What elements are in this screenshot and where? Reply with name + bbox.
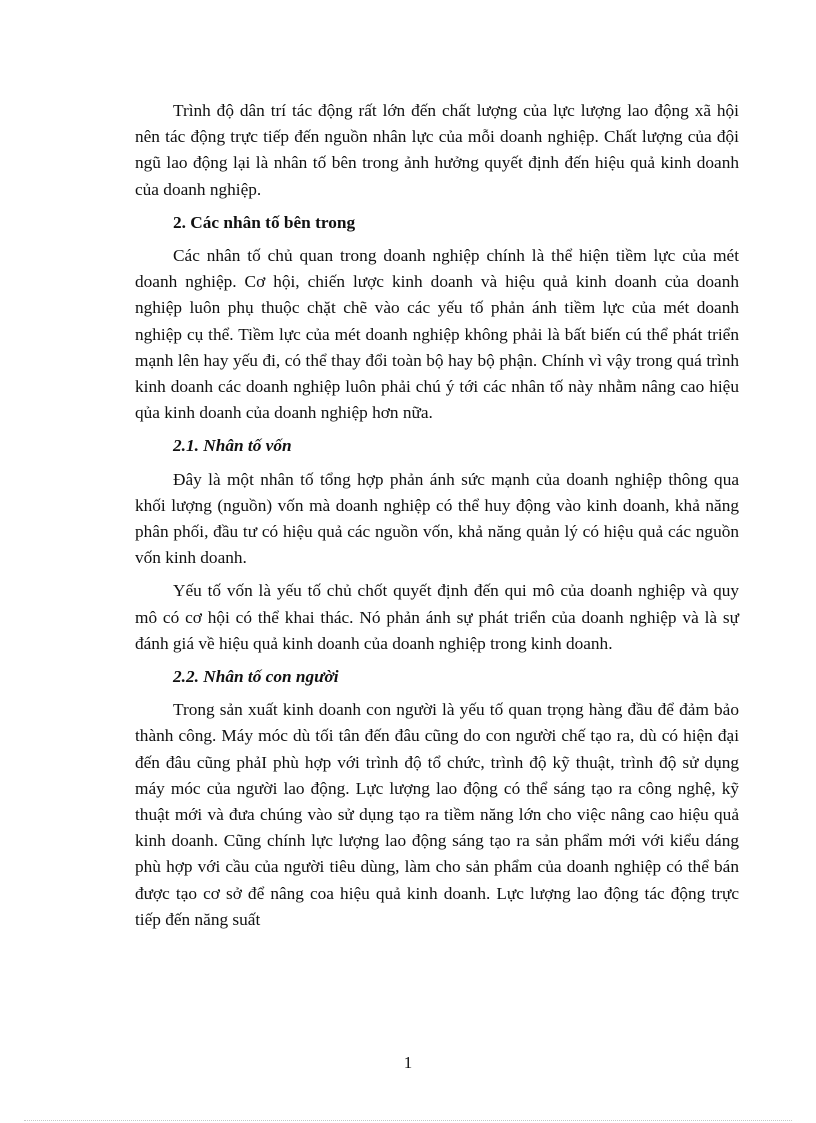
page-number: 1 [403, 1053, 413, 1072]
page-bottom-divider [24, 1120, 792, 1121]
paragraph: Các nhân tố chủ quan trong doanh nghiệp chính là thể hiện tiềm lực của mét doanh nghiệp. Cơ hội, chiến lược kinh doanh và hiệu quả kinh doanh của doanh nghiệp luôn phụ thuộc chặt chẽ vào các yếu tố phản ánh tiềm lực của mét doanh nghiệp cụ thể. Tiềm lực của mét doanh nghiệp không phải là bất biến cú thể phát triển mạnh lên hay yếu đi, có thể thay đổi toàn bộ hay bộ phận. Chính vì vậy trong quá trình kinh doanh các doanh nghiệp luôn phải chú ý tới các nhân tố này nhằm nâng cao hiệu qủa kinh doanh của doanh nghiệp hơn nữa. [135, 246, 739, 423]
subsection-heading: 2.1. Nhân tố vốn [173, 436, 292, 456]
section-heading: 2. Các nhân tố bên trong [173, 212, 356, 232]
paragraph: Trong sản xuất kinh doanh con người là yếu tố quan trọng hàng đầu để đảm bảo thành công. Máy móc dù tối tân đến đâu cũng do con người chế tạo ra, dù có hiện đại đến đâu cũng phảI phù hợp với trình độ tổ chức, trình độ kỹ thuật, trình độ sử dụng máy móc của người lao động. Lực lượng lao động có thể sáng tạo ra công nghệ, kỹ thuật mới và đưa chúng vào sử dụng tạo ra tiềm năng lớn cho việc nâng cao hiệu quả kinh doanh. Cũng chính lực lượng lao động sáng tạo ra sản phẩm mới với kiểu dáng phù hợp với cầu của người tiêu dùng, làm cho sản phẩm của doanh nghiệp có thể bán được tạo cơ sở để nâng coa hiệu quả kinh doanh. Lực lượng lao động tác động trực tiếp đến năng suất [135, 700, 739, 929]
subsection-heading: 2.2. Nhân tố con người [173, 667, 339, 687]
paragraph: Trình độ dân trí tác động rất lớn đến chất lượng của lực lượng lao động xã hội nên tác động trực tiếp đến nguồn nhân lực của mỗi doanh nghiệp. Chất lượng của đội ngũ lao động lại là nhân tố bên trong ảnh hưởng quyết định đến hiệu quả kinh doanh của doanh nghiệp. [135, 101, 739, 199]
page-body [135, 98, 739, 940]
paragraph: Yếu tố vốn là yếu tố chủ chốt quyết định đến qui mô của doanh nghiệp và quy mô có cơ hội có thể khai thác. Nó phản ánh sự phát triển của doanh nghiệp và là sự đánh giá về hiệu quả kinh doanh của doanh nghiệp trong kinh doanh. [135, 581, 739, 653]
paragraph: Đây là một nhân tố tổng hợp phản ánh sức mạnh của doanh nghiệp thông qua khối lượng (nguồn) vốn mà doanh nghiệp có thể huy động vào kinh doanh, khả năng phân phối, đầu tư có hiệu quả các nguồn vốn, khả năng quản lý có hiệu quả các nguồn vốn kinh doanh. [135, 469, 739, 568]
